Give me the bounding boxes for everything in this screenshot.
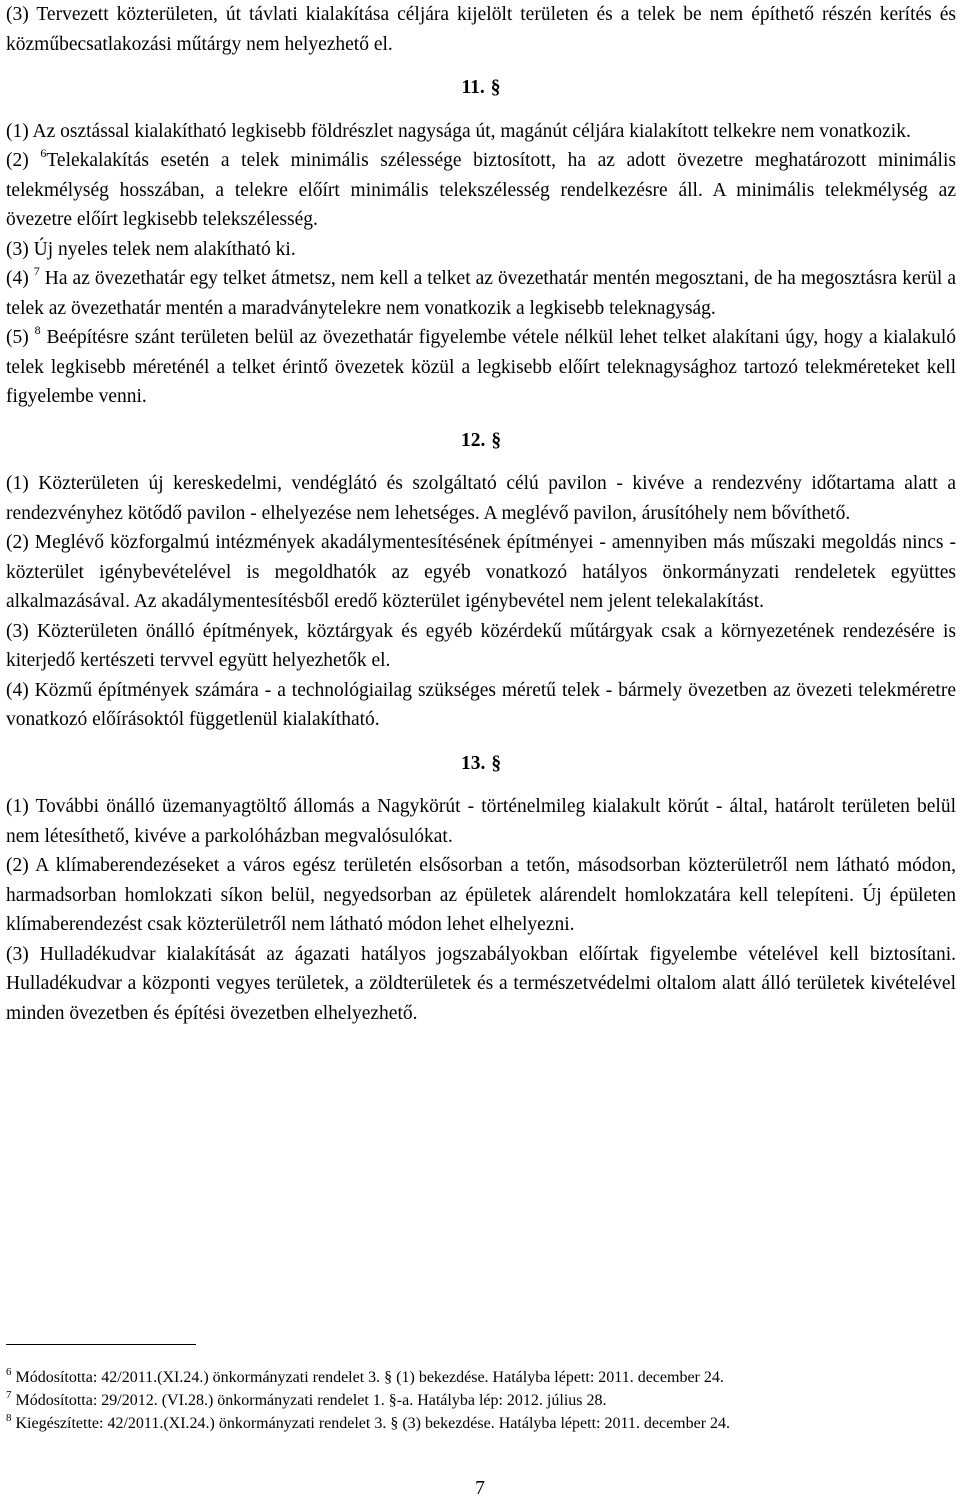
paragraph-text: Ha az övezethatár egy telket átmetsz, nem kell a telket az övezethatár mentén megosztani, de ha megosztásra kerül a telek az övezethatár mentén a maradványtelekre nem vonatkozik a legkisebb teleknagyság. [6,268,956,319]
footnote-7 [6,1389,956,1412]
footnote-6 [6,1366,956,1389]
paragraph-text: Telekalakítás esetén a telek minimális szélessége biztosított, ha az adott övezetre meghatározott minimális telekmélység hosszában, a telekre előírt minimális telekszélesség rendelkezésre áll. A minimális telekmélység az övezetre előírt legkisebb telekszélesség. [6,150,956,230]
paragraph-text: Beépítésre szánt területen belül az övezethatár figyelembe vétele nélkül lehet telket alakítani úgy, hogy a kialakuló telek legkisebb méreténél a telket érintő övezetek közül a legkisebb előírt teleknagysághoz tartozó telekméreteket kell figyelembe venni. [6,327,956,407]
section-11-heading [6,73,956,103]
paragraph-prefix: (2) [6,150,41,171]
section-sign: § [491,429,502,451]
footnote-number: 7 [6,1389,12,1401]
section-number: 12. [460,429,486,451]
paragraph-10-3: (3) Tervezett közterületen, út távlati kialakítása céljára kijelölt területen és a telek be nem építhető részén kerítés és közműbecsatlakozási műtárgy nem helyezhető el. [6,4,956,55]
document-page [6,0,956,1028]
section-13-heading [6,749,956,779]
paragraph-prefix: (4) [6,268,34,289]
paragraph-13-3: (3) Hulladékudvar kialakítását az ágazati hatályos jogszabályokban előírtak figyelembe vételével kell biztosítani. Hulladékudvar a központi vegyes területek, a zöldterületek és a természetvédelmi oltalom alatt álló területek kivételével minden övezetben és építési övezetben elhelyezhető. [6,943,956,1024]
paragraph-prefix: (5) [6,327,35,348]
section-sign: § [491,752,502,774]
paragraph-12-3: (3) Közterületen önálló építmények, köztárgyak és egyéb közérdekű műtárgyak csak a környezetének rendezésére is kiterjedő kertészeti tervvel együtt helyezhetők el. [6,620,956,671]
footnote-ref-7[interactable]: 7 [33,264,40,278]
paragraph-13-1: (1) További önálló üzemanyagtöltő állomás a Nagykörút - történelmileg kialakult körút - által, határolt területen belül nem létesíthető, kivéve a parkolóházban megvalósulókat. [6,796,956,847]
section-sign: § [490,77,501,98]
footnote-divider [6,1344,196,1345]
footnote-ref-6[interactable]: 6 [40,146,47,160]
footnote-number: 8 [6,1412,12,1424]
paragraph-12-2: (2) Meglévő közforgalmú intézmények akadálymentesítésének építményei - amennyiben más műszaki megoldás nincs - közterület igénybevételével is megoldhatók az egyéb vonatkozó hatályos önkormányzati rendeletek együttes alkalmazásával. Az akadálymentesítésből eredő közterület igénybevétel nem jelent telekalakítást. [6,532,956,612]
paragraph-11-3: (3) Új nyeles telek nem alakítható ki. [6,238,296,260]
paragraph-11-5 [6,323,956,412]
footnote-text: Kiegészítette: 42/2011.(XI.24.) önkormányzati rendelet 3. § (3) bekezdése. Hatályba lépett: 2011. december 24. [11,1415,731,1432]
footnote-text: Módosította: 29/2012. (VI.28.) önkormányzati rendelet 1. §-a. Hatályba lép: 2012. július 28. [11,1392,607,1409]
paragraph-11-4 [6,264,956,323]
page-number: 7 [475,1478,485,1499]
paragraph-11-1: (1) Az osztással kialakítható legkisebb földrészlet nagysága út, magánút céljára kialakított telkekre nem vonatkozik. [6,120,911,142]
footnote-8 [6,1412,956,1435]
footnote-ref-8[interactable]: 8 [34,323,41,337]
section-12-heading [6,426,956,456]
section-number: 13. [460,752,486,774]
paragraph-12-1: (1) Közterületen új kereskedelmi, vendéglátó és szolgáltató célú pavilon - kivéve a rendezvény időtartama alatt a rendezvényhez kötődő pavilon - elhelyezése nem lehetséges. A meglévő pavilon, árusítóhely nem bővíthető. [6,473,956,524]
footnote-text: Módosította: 42/2011.(XI.24.) önkormányzati rendelet 3. § (1) bekezdése. Hatályba lépett: 2011. december 24. [11,1369,724,1386]
paragraph-11-2 [6,146,956,235]
section-number: 11. [461,77,485,98]
paragraph-13-2: (2) A klímaberendezéseket a város egész területén elsősorban a tetőn, másodsorban közterületről nem látható módon, harmadsorban homlokzati síkon belül, negyedsorban az épületek alárendelt homlokzatára kell telepíteni. Új épületen klímaberendezést csak közterületről nem látható módon lehet elhelyezni. [6,855,956,935]
paragraph-12-4: (4) Közmű építmények számára - a technológiailag szükséges méretű telek - bármely övezetben az övezeti telekméretre vonatkozó előírásoktól függetlenül kialakítható. [6,679,956,730]
footnotes [6,1366,956,1435]
footnote-number: 6 [6,1366,12,1378]
